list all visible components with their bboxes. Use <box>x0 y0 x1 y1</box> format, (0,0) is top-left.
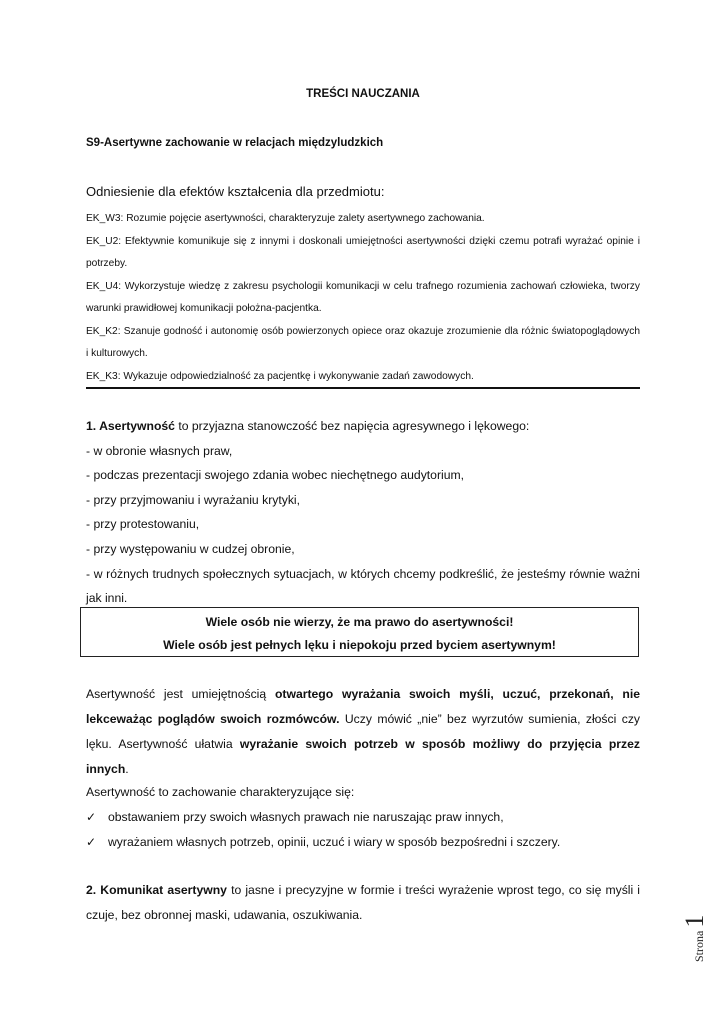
assertive-message-text <box>86 878 640 928</box>
outcomes-heading: Odniesienie dla efektów kształcenia dla przedmiotu: <box>86 184 385 199</box>
definition-text <box>86 682 640 782</box>
page-number: 1 <box>680 914 709 928</box>
highlight-box <box>80 607 639 657</box>
checkmark-icon: ✓ <box>86 810 97 824</box>
text-run: Asertywność jest umiejętnością <box>86 687 275 701</box>
characteristics-paragraph <box>86 780 640 855</box>
page-label-word: Strona <box>692 930 706 962</box>
outcome-item: EK_U2: Efektywnie komunikuje się z innymi i doskonali umiejętności asertywności dzięki czemu potrafi wyrażać opinie i potrzeby. <box>86 235 640 269</box>
text-run: to jasne i precyzyjne w formie i treści wyrażenie wprost tego, co się myśli i czuje, bez obronnej maski, udawania, oszukiwania. <box>86 883 641 922</box>
page-number-label <box>680 915 710 962</box>
topic-subtitle: S9-Asertywne zachowanie w relacjach międzyludzkich <box>86 137 384 149</box>
document-title: TREŚCI NAUCZANIA <box>306 88 420 100</box>
list-item: - przy protestowaniu, <box>86 517 200 532</box>
text-run: . <box>125 762 129 776</box>
section-lead <box>86 414 640 439</box>
learning-outcomes-list <box>86 208 640 388</box>
section-lead-bold: 1. Asertywność <box>86 419 175 433</box>
outcome-item: EK_K2: Szanuje godność i autonomię osób powierzonych opiece oraz okazuje zrozumienie dla różnic światopoglądowych i kulturowych. <box>86 325 640 359</box>
outcome-item: EK_U4: Wykorzystuje wiedzę z zakresu psychologii komunikacji w celu trafnego rozumienia zachowań człowieka, tworzy warunki prawidłowej komunikacji położna-pacjentka. <box>86 280 640 314</box>
characteristics-intro: Asertywność to zachowanie charakteryzujące się: <box>86 785 355 799</box>
outcome-item: EK_W3: Rozumie pojęcie asertywności, charakteryzuje zalety asertywnego zachowania. <box>86 213 485 224</box>
highlight-line: Wiele osób nie wierzy, że ma prawo do asertywności! <box>205 615 514 629</box>
list-item: - w obronie własnych praw, <box>86 443 233 458</box>
section-divider <box>86 387 640 389</box>
section-lead-text: to przyjazna stanowczość bez napięcia agresywnego i lękowego: <box>174 419 530 433</box>
outcome-item: EK_K3: Wykazuje odpowiedzialność za pacjentkę i wykonywanie zadań zawodowych. <box>86 370 474 382</box>
checkmark-icon: ✓ <box>86 835 97 849</box>
list-item: - przy występowaniu w cudzej obronie, <box>86 541 295 556</box>
check-item-text: wyrażaniem własnych potrzeb, opinii, uczuć i wiary w sposób bezpośredni i szczery. <box>108 835 561 849</box>
list-item: - podczas prezentacji swojego zdania wobec niechętnego audytorium, <box>86 468 465 483</box>
highlight-line: Wiele osób jest pełnych lęku i niepokoju przed byciem asertywnym! <box>163 638 556 652</box>
bold-run: wyrażanie swoich potrzeb w sposób możliwy do przyjęcia przez innych <box>86 737 640 776</box>
check-item-text: obstawaniem przy swoich własnych prawach nie naruszając praw innych, <box>108 810 504 824</box>
definition-paragraph <box>86 682 640 782</box>
check-item <box>86 805 640 830</box>
assertive-message-paragraph <box>86 878 640 928</box>
section-assertiveness <box>86 414 640 611</box>
bold-run: 2. Komunikat asertywny <box>86 883 227 897</box>
list-item: - w różnych trudnych społecznych sytuacjach, w których chcemy podkreślić, że jesteśmy równie ważni jak inni. <box>86 566 640 606</box>
list-item: - przy przyjmowaniu i wyrażaniu krytyki, <box>86 492 301 507</box>
text-run: Uczy mówić „nie” bez wyrzutów sumienia, złości czy lęku. Asertywność ułatwia <box>86 712 641 751</box>
check-item <box>86 830 640 855</box>
bold-run: otwartego wyrażania swoich myśli, uczuć, przekonań, nie lekceważąc poglądów swoich rozmówców. <box>86 687 640 726</box>
